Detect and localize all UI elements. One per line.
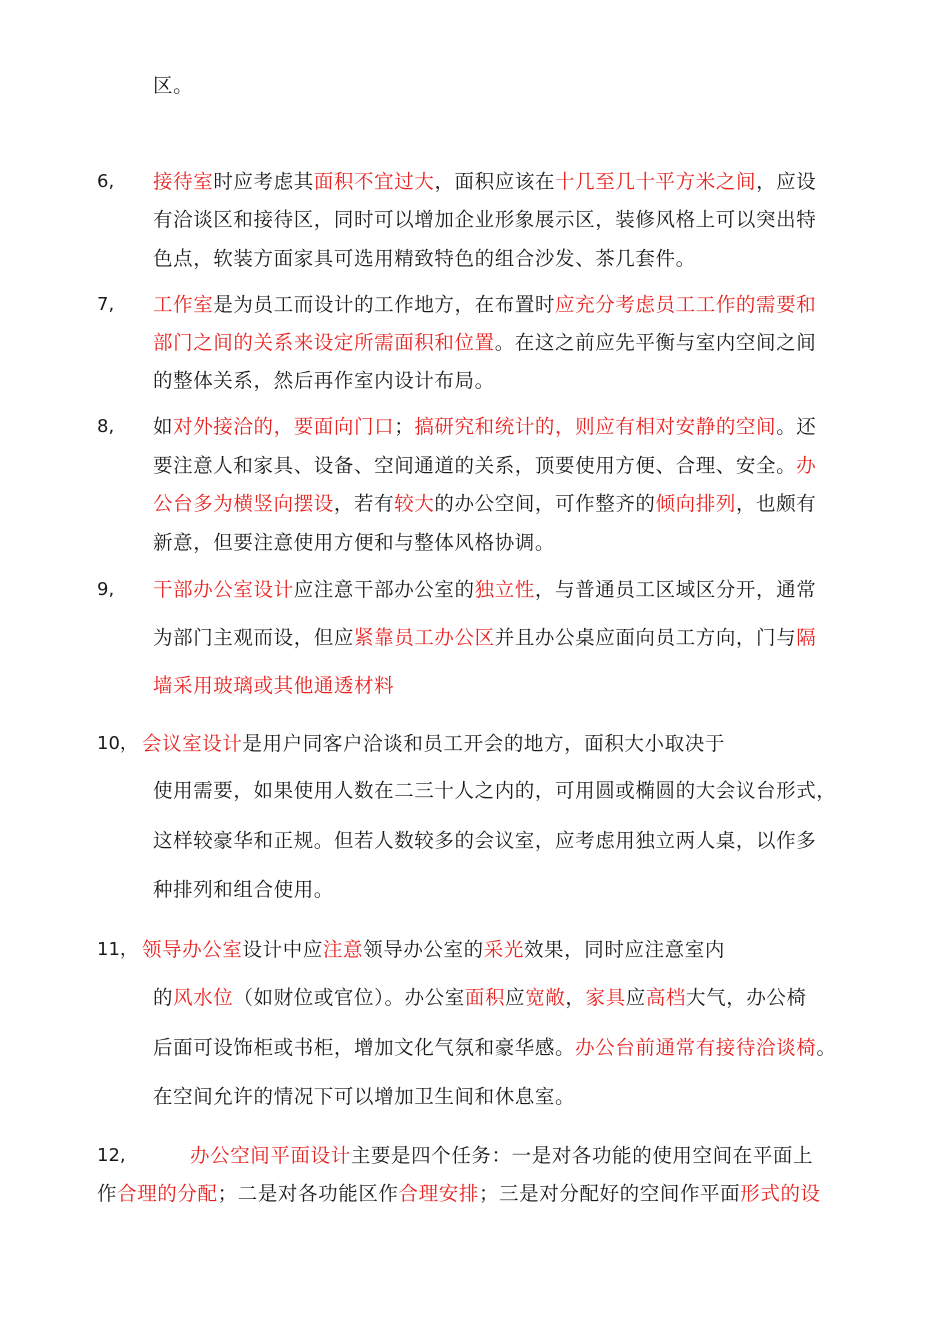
- paragraph-line: [153, 984, 807, 1012]
- highlighted-text: 面积不宜过大: [313, 170, 435, 193]
- body-text: 大气，办公椅: [686, 986, 807, 1009]
- paragraph-line: [153, 1034, 836, 1062]
- body-text: 的: [153, 986, 174, 1009]
- highlighted-text: 会议室设计: [142, 732, 243, 755]
- body-text: 作: [97, 1182, 118, 1205]
- body-text: 有洽谈区和接待区，同时可以增加企业形象展示区，装修风格上可以突出特: [153, 208, 817, 231]
- body-text: ，应设: [756, 170, 817, 193]
- highlighted-text: 办公台前通常有接待洽谈椅: [575, 1036, 817, 1059]
- body-text: ，若有: [333, 492, 395, 515]
- paragraph-line: [153, 624, 816, 652]
- paragraph-line: [153, 245, 696, 273]
- highlighted-text: 独立性: [474, 578, 535, 601]
- paragraph-line: [153, 452, 816, 480]
- body-text: ，与普通员工区域区分开，通常: [534, 578, 817, 601]
- body-text: 新意，但要注意使用方便和与整体风格协调。: [153, 531, 556, 554]
- highlighted-text: 应充分考虑员工工作的需要和: [555, 293, 817, 316]
- body-text: 领导办公室的: [363, 938, 484, 961]
- body-text: 要注意人和家具、设备、空间通道的关系，顶要使用方便、合理、安全。: [153, 454, 797, 477]
- body-text: （如财位或官位）。办公室: [233, 986, 465, 1009]
- item-number: 12,: [97, 1145, 126, 1166]
- highlighted-text: 高档: [645, 986, 687, 1009]
- body-text: ，: [565, 986, 586, 1009]
- body-text: 这样较豪华和正规。但若人数较多的会议室，应考虑用独立两人桌，以作多: [153, 829, 817, 852]
- highlighted-text: 宽敞: [525, 986, 566, 1009]
- highlighted-text: 对外接洽的，要面向门口: [173, 415, 395, 438]
- body-text: 应: [505, 986, 526, 1009]
- body-text: 。在这之前应先平衡与室内空间之间: [494, 331, 817, 354]
- highlighted-text: 领导办公室: [142, 938, 243, 961]
- body-text: 是为员工而设计的工作地方，在布置时: [213, 293, 556, 316]
- item-number: 7,: [97, 294, 115, 315]
- highlighted-text: 注意: [322, 938, 364, 961]
- highlighted-text: 搞研究和统计的，则应有相对安静的空间: [414, 415, 777, 438]
- paragraph-line: [153, 413, 816, 441]
- highlighted-text: 倾向排列: [655, 492, 736, 515]
- paragraph-line: [153, 576, 816, 604]
- paragraph-line: [153, 827, 816, 855]
- highlighted-text: 办公空间平面设计: [190, 1144, 351, 1167]
- paragraph-line: [153, 1083, 575, 1111]
- highlighted-text: 风水位: [173, 986, 234, 1009]
- highlighted-text: 公台多为横竖向摆设: [153, 492, 334, 515]
- highlighted-text: 合理的分配: [117, 1182, 218, 1205]
- highlighted-text: 接待室: [153, 170, 214, 193]
- paragraph-line: [153, 329, 816, 357]
- body-text: 效果，同时应注意室内: [523, 938, 725, 961]
- body-text: 。还: [776, 415, 817, 438]
- item-number: 11，: [97, 939, 138, 960]
- body-text: ，也颇有: [735, 492, 817, 515]
- highlighted-text: 十几至几十平方米之间: [555, 170, 757, 193]
- highlighted-text: 形式的设: [740, 1182, 821, 1205]
- highlighted-text: 紧靠员工办公区: [354, 626, 495, 649]
- body-text: 在空间允许的情况下可以增加卫生间和休息室。: [153, 1085, 576, 1108]
- item-number: 10，: [97, 733, 138, 754]
- paragraph-line: [153, 291, 816, 319]
- body-text: 种排列和组合使用。: [153, 878, 334, 901]
- body-text: 为部门主观而设，但应: [153, 626, 355, 649]
- paragraph-line: [153, 72, 193, 100]
- highlighted-text: 部门之间的关系来设定所需面积和位置: [153, 331, 495, 354]
- highlighted-text: 采光: [483, 938, 524, 961]
- paragraph-line: [153, 490, 816, 518]
- body-text: 如: [153, 415, 174, 438]
- highlighted-text: 办: [796, 454, 817, 477]
- paragraph-line: [97, 1180, 821, 1208]
- paragraph-line: [142, 936, 725, 964]
- body-text: 并且办公桌应面向员工方向，门与: [494, 626, 797, 649]
- body-text: 主要是四个任务：一是对各功能的使用空间在平面上: [350, 1144, 814, 1167]
- body-text: ，面积应该在: [434, 170, 556, 193]
- paragraph-line: [153, 168, 816, 196]
- paragraph-line: [153, 777, 836, 805]
- highlighted-text: 面积: [464, 986, 506, 1009]
- body-text: ；: [394, 415, 415, 438]
- item-number: 6,: [97, 171, 115, 192]
- paragraph-line: [153, 672, 394, 700]
- body-text: 色点，软装方面家具可选用精致特色的组合沙发、茶几套件。: [153, 247, 696, 270]
- paragraph-line: [190, 1142, 813, 1170]
- paragraph-line: [153, 206, 816, 234]
- highlighted-text: 工作室: [153, 293, 214, 316]
- highlighted-text: 家具: [585, 986, 626, 1009]
- body-text: 后面可设饰柜或书柜，增加文化气氛和豪华感。: [153, 1036, 576, 1059]
- body-text: 设计中应: [242, 938, 323, 961]
- highlighted-text: 较大: [394, 492, 435, 515]
- body-text: 应注意干部办公室的: [293, 578, 475, 601]
- item-number: 8,: [97, 416, 115, 437]
- body-text: 区。: [153, 74, 194, 97]
- highlighted-text: 隔: [796, 626, 817, 649]
- body-text: 的办公空间，可作整齐的: [434, 492, 656, 515]
- body-text: 应: [625, 986, 646, 1009]
- highlighted-text: 合理安排: [398, 1182, 479, 1205]
- body-text: ；三是对分配好的空间作平面: [478, 1182, 741, 1205]
- body-text: ；二是对各功能区作: [217, 1182, 399, 1205]
- highlighted-text: 干部办公室设计: [153, 578, 294, 601]
- body-text: 。: [816, 1036, 837, 1059]
- paragraph-line: [142, 730, 725, 758]
- highlighted-text: 墙采用玻璃或其他通透材料: [153, 674, 395, 697]
- body-text: 的整体关系，然后再作室内设计布局。: [153, 369, 495, 392]
- body-text: 使用需要，如果使用人数在二三十人之内的，可用圆或椭圆的大会议台形式，: [153, 779, 837, 802]
- paragraph-line: [153, 876, 334, 904]
- item-number: 9,: [97, 579, 115, 600]
- body-text: 时应考虑其: [213, 170, 314, 193]
- body-text: 是用户同客户洽谈和员工开会的地方，面积大小取决于: [242, 732, 725, 755]
- paragraph-line: [153, 529, 555, 557]
- paragraph-line: [153, 367, 495, 395]
